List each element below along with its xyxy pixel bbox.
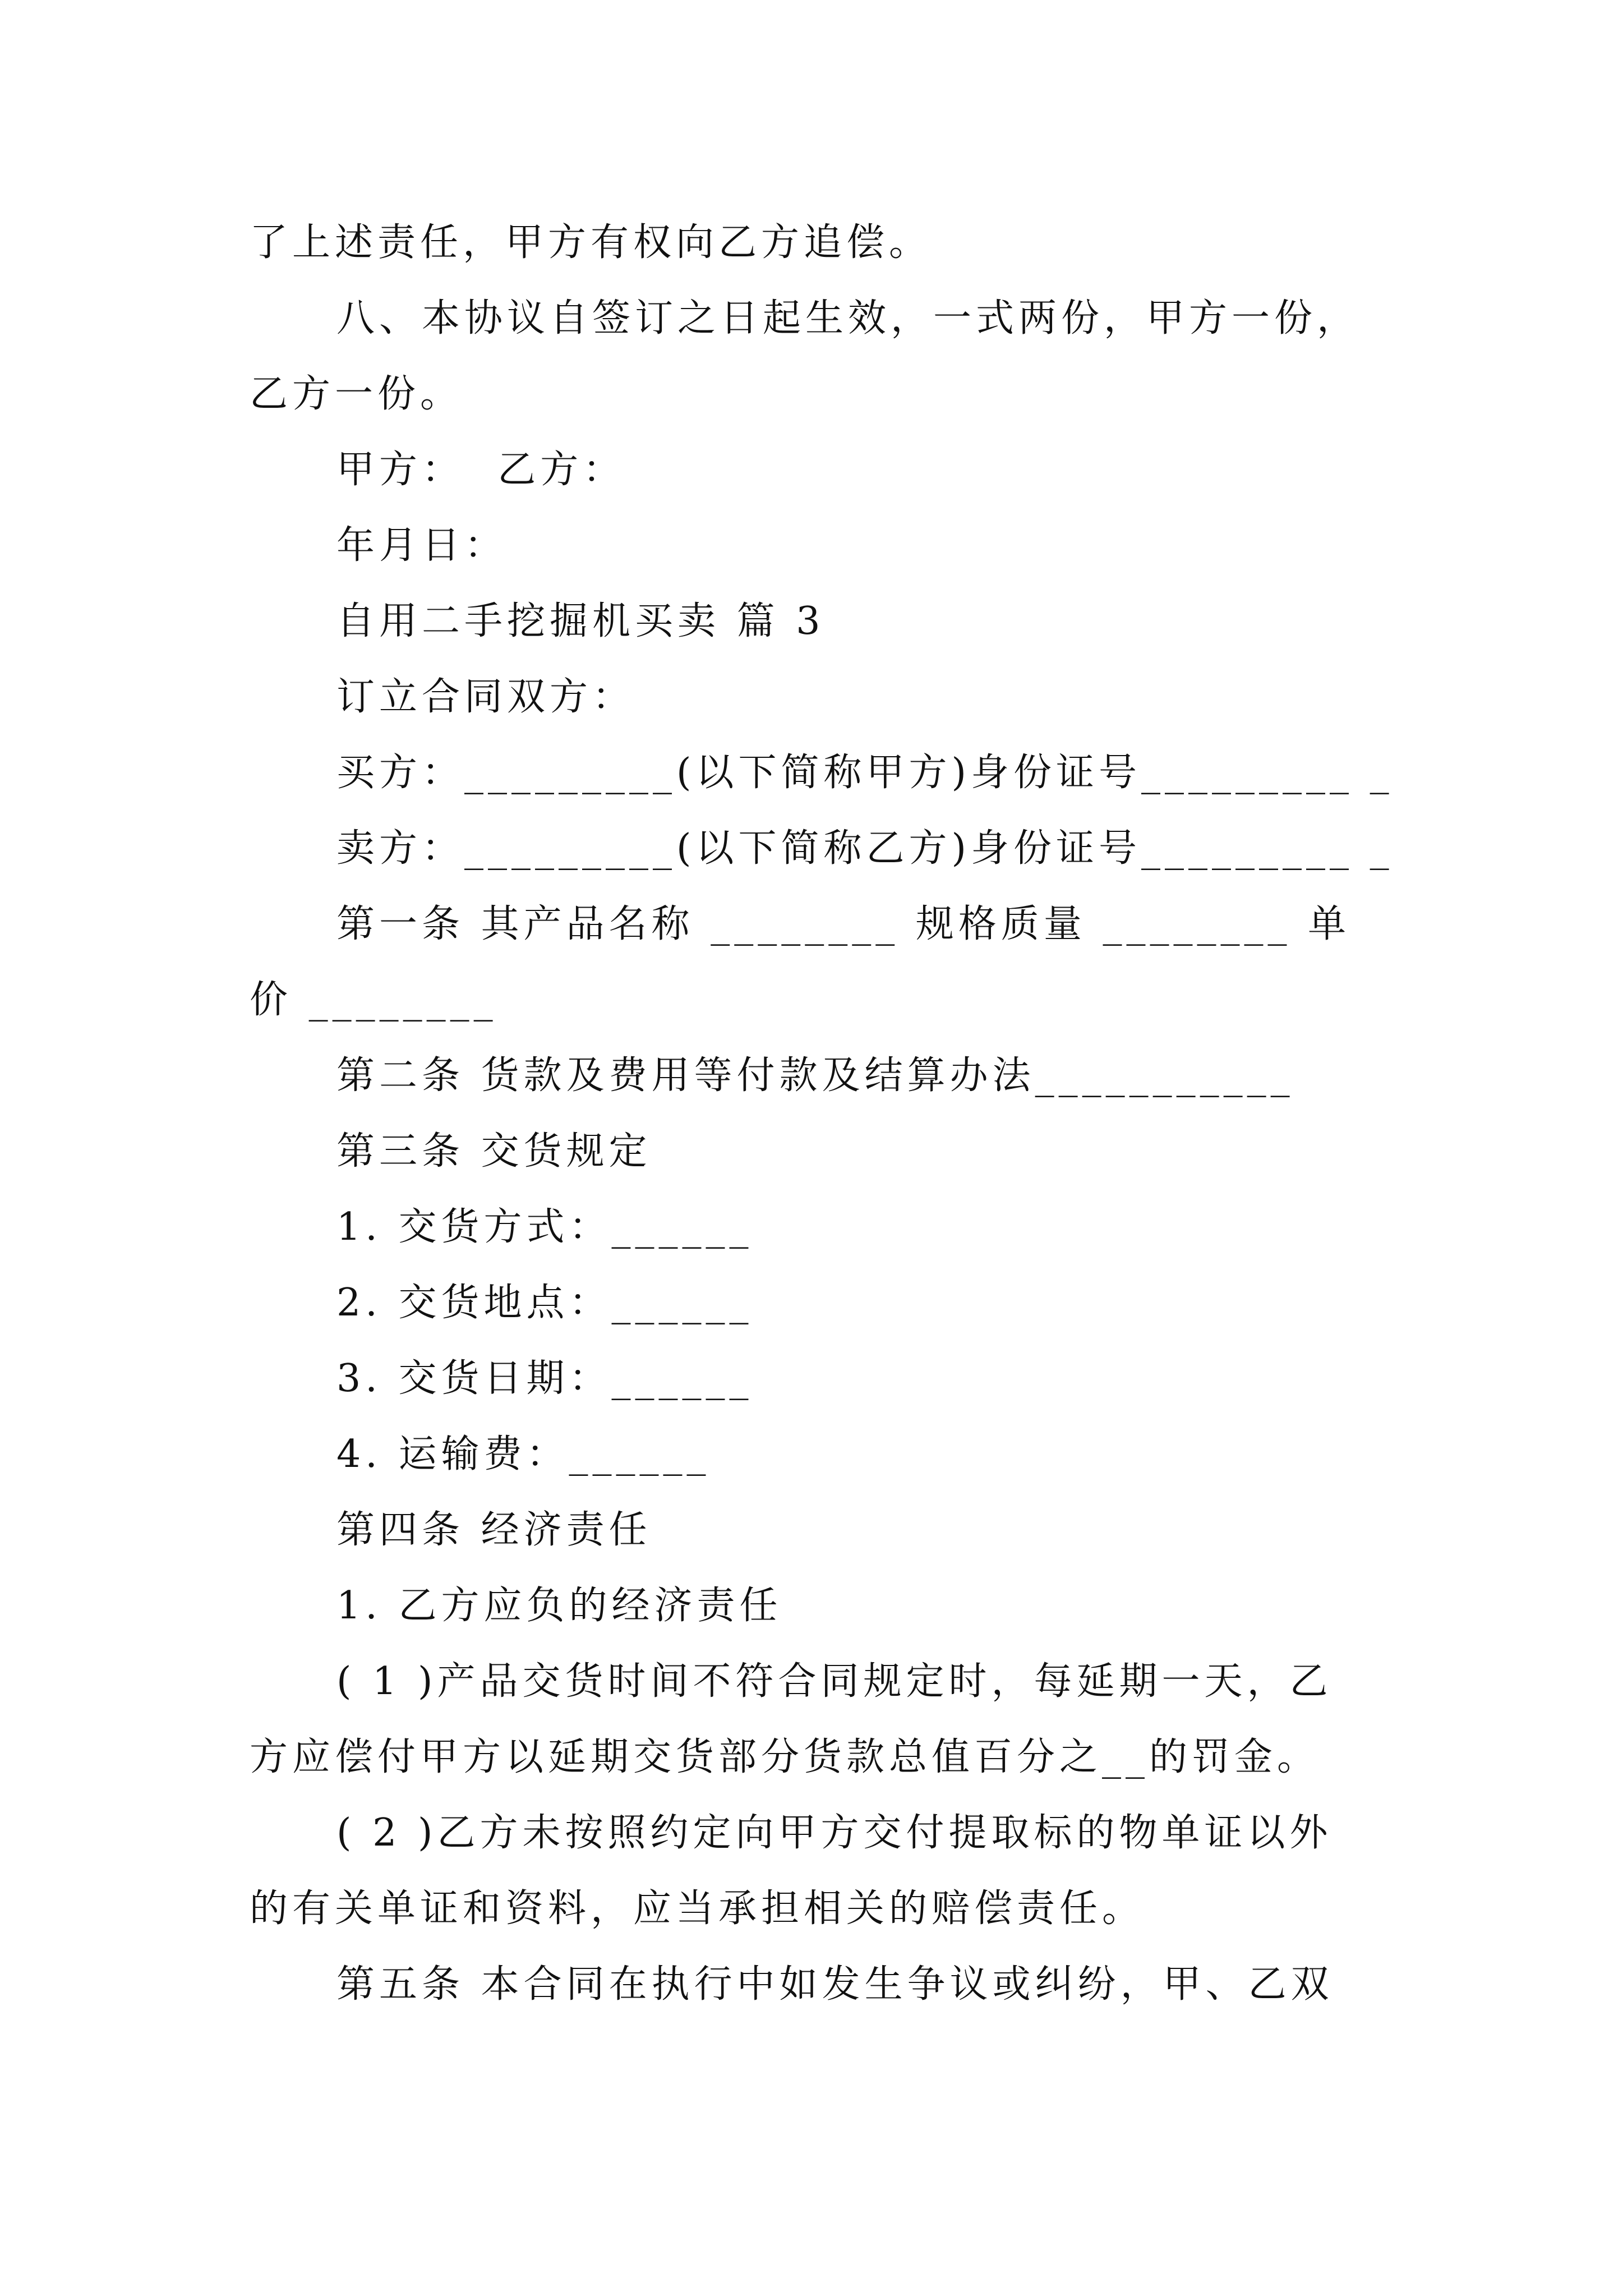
paragraph-line: 乙方一份。 [250, 372, 463, 416]
list-item: 2. 交货地点：______ [336, 1281, 753, 1325]
article-line: 第三条 交货规定 [336, 1129, 652, 1174]
seller-line: 卖方：_________(以下简称乙方)身份证号_________ _ [336, 826, 1394, 871]
article-line: 第四条 经济责任 [336, 1508, 652, 1552]
paragraph-line: 的有关单证和资料，应当承担相关的赔偿责任。 [250, 1887, 1145, 1931]
list-item: 1. 乙方应负的经济责任 [336, 1584, 782, 1628]
paragraph-line: ( 1 )产品交货时间不符合同规定时，每延期一天，乙 [336, 1659, 1332, 1704]
list-item: 4. 运输费：______ [336, 1432, 711, 1476]
article-line: 第五条 本合同在执行中如发生争议或纠纷，甲、乙双 [336, 1962, 1334, 2007]
date-line: 年月日： [336, 523, 508, 568]
paragraph-line: 八、本协议自签订之日起生效，一式两份，甲方一份， [336, 296, 1360, 341]
list-item: 1. 交货方式：______ [336, 1205, 753, 1249]
list-item: 3. 交货日期：______ [336, 1356, 753, 1401]
buyer-line: 买方：_________(以下简称甲方)身份证号_________ _ [336, 751, 1394, 795]
paragraph-line: ( 2 )乙方未按照约定向甲方交付提取标的物单证以外 [336, 1811, 1332, 1855]
signature-line: 甲方： 乙方： [336, 448, 626, 492]
paragraph-line: 订立合同双方： [336, 675, 635, 719]
article-line: 第二条 货款及费用等付款及结算办法___________ [336, 1053, 1294, 1098]
section-heading: 自用二手挖掘机买卖 篇 3 [336, 599, 825, 643]
paragraph-line: 方应偿付甲方以延期交货部分货款总值百分之__的罚金。 [250, 1735, 1320, 1779]
article-line: 第一条 其产品名称 ________ 规格质量 ________ 单 [336, 902, 1351, 946]
paragraph-line: 价 ________ [250, 978, 497, 1022]
paragraph-line: 了上述责任，甲方有权向乙方追偿。 [250, 220, 932, 265]
